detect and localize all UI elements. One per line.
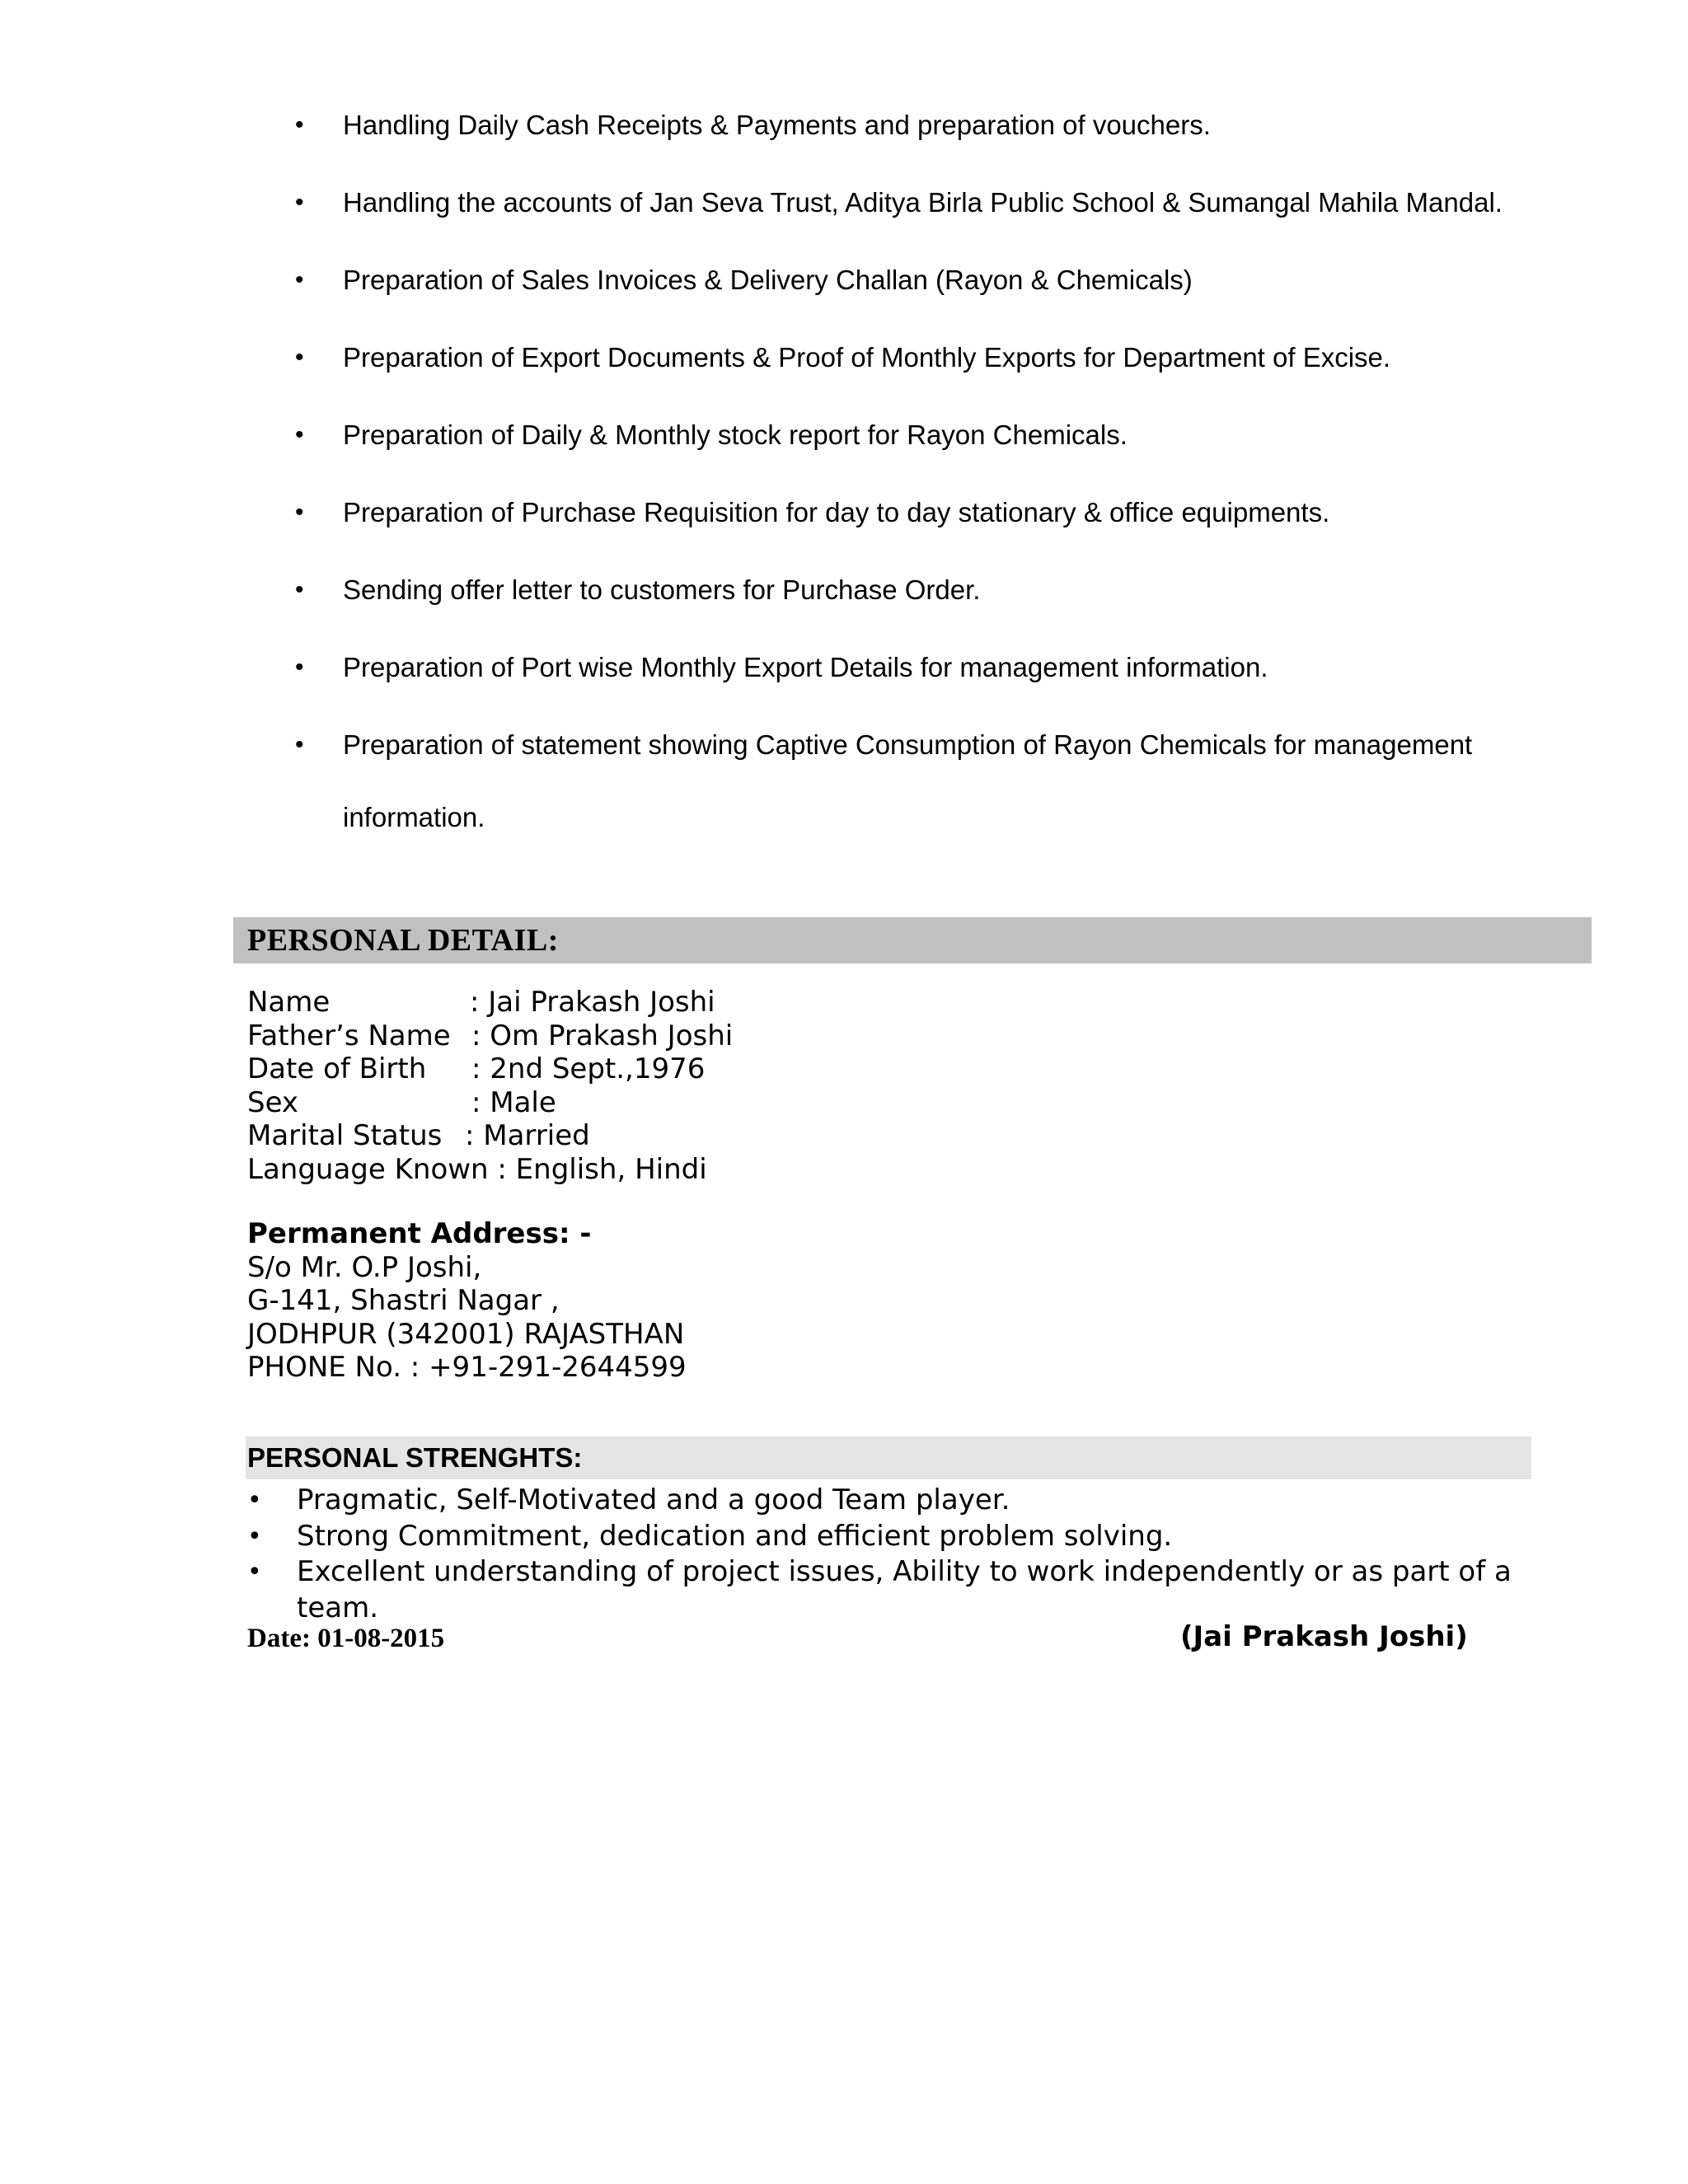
duty-text: Sending offer letter to customers for Purchase Order. xyxy=(343,574,981,605)
personal-details xyxy=(247,986,734,1186)
bullet-icon: • xyxy=(295,421,304,448)
duty-text: Preparation of Port wise Monthly Export Details for management information. xyxy=(343,652,1268,682)
detail-value: : Male xyxy=(471,1085,556,1119)
bullet-icon: • xyxy=(247,1521,262,1551)
detail-row-marital-status xyxy=(247,1119,707,1153)
personal-detail-title: PERSONAL DETAIL: xyxy=(247,923,559,958)
detail-row-father-name xyxy=(247,1019,734,1053)
duty-text: Handling Daily Cash Receipts & Payments and preparation of vouchers. xyxy=(343,110,1211,140)
detail-label: Sex xyxy=(247,1085,299,1119)
detail-value: : Om Prakash Joshi xyxy=(471,1019,734,1052)
duty-text: Preparation of Purchase Requisition for day to day stationary & office equipments. xyxy=(343,497,1330,527)
detail-row-sex xyxy=(247,1086,707,1120)
detail-row-name xyxy=(247,986,715,1019)
detail-label: Marital Status xyxy=(247,1119,443,1152)
detail-value: : English, Hindi xyxy=(488,1152,707,1186)
detail-label: Date of Birth xyxy=(247,1052,427,1085)
bullet-icon: • xyxy=(247,1486,262,1515)
duty-text: Handling the accounts of Jan Seva Trust, Aditya Birla Public School & Sumangal Mahila Mandal. xyxy=(343,187,1503,218)
date-text: Date: 01-08-2015 xyxy=(247,1624,445,1653)
detail-value: : Married xyxy=(465,1119,590,1152)
duty-text: Preparation of Export Documents & Proof of Monthly Exports for Department of Excise. xyxy=(343,342,1391,373)
strengths-title: PERSONAL STRENGHTS: xyxy=(247,1442,583,1473)
list-item xyxy=(244,1519,1546,1555)
detail-value: : 2nd Sept.,1976 xyxy=(471,1052,706,1085)
permanent-address xyxy=(247,1217,687,1385)
duty-text: Preparation of Sales Invoices & Delivery Challan (Rayon & Chemicals) xyxy=(343,265,1193,295)
phone-number: PHONE No. : +91-291-2644599 xyxy=(247,1351,687,1384)
detail-label: Language Known xyxy=(247,1152,489,1186)
bullet-icon: • xyxy=(295,731,304,758)
detail-row-language xyxy=(247,1153,707,1187)
bullet-icon: • xyxy=(295,576,304,603)
duty-text: Preparation of statement showing Captive Consumption of Rayon Chemicals for management xyxy=(343,729,1473,760)
list-item xyxy=(244,1483,1546,1519)
strength-text: Strong Commitment, dedication and efficient problem solving. xyxy=(297,1519,1173,1553)
list-item xyxy=(244,1554,1546,1626)
bullet-icon: • xyxy=(295,189,304,216)
detail-label: Father’s Name xyxy=(247,1019,451,1052)
address-title: Permanent Address: - xyxy=(247,1217,592,1250)
detail-label: Name xyxy=(247,986,331,1019)
address-line: JODHPUR (342001) RAJASTHAN xyxy=(247,1317,685,1351)
detail-row-date-of-birth xyxy=(247,1052,707,1086)
duty-text-continuation: information. xyxy=(343,802,485,832)
bullet-icon: • xyxy=(295,266,304,293)
detail-value: : Jai Prakash Joshi xyxy=(470,986,715,1019)
strength-text: Excellent understanding of project issues, Ability to work independently or as part of a team. xyxy=(297,1555,1512,1624)
bullet-icon: • xyxy=(295,111,304,138)
signature-name: (Jai Prakash Joshi) xyxy=(1180,1620,1468,1653)
bullet-icon: • xyxy=(295,654,304,681)
bullet-icon: • xyxy=(295,499,304,526)
address-line: G-141, Shastri Nagar , xyxy=(247,1284,560,1317)
bullet-icon: • xyxy=(247,1558,262,1586)
bullet-icon: • xyxy=(295,344,304,371)
strength-text: Pragmatic, Self-Motivated and a good Team player. xyxy=(297,1483,1010,1516)
address-line: S/o Mr. O.P Joshi, xyxy=(247,1250,482,1284)
strengths-list xyxy=(244,1483,1546,1626)
duty-text: Preparation of Daily & Monthly stock report for Rayon Chemicals. xyxy=(343,419,1128,450)
